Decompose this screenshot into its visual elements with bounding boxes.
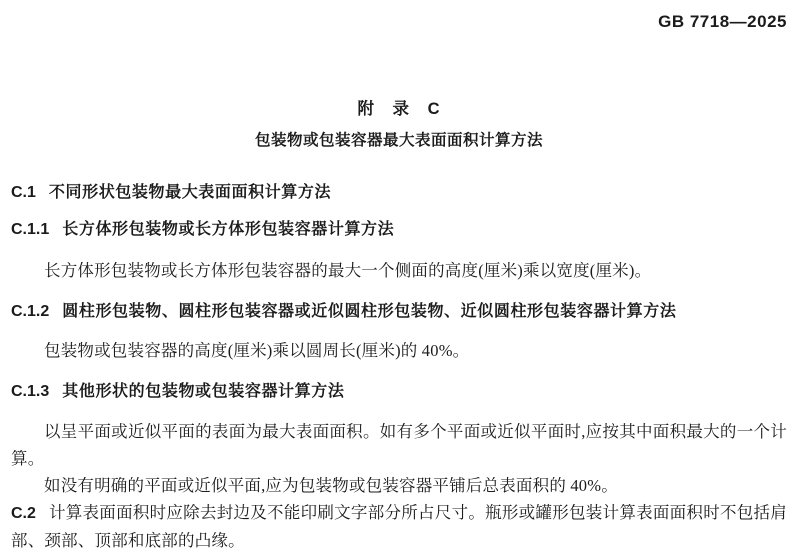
appendix-label: 附 录 C xyxy=(357,100,441,118)
clause-c2-text: 计算表面面积时应除去封边及不能印刷文字部分所占尺寸。瓶形或罐形包装计算表面面积时不包括肩部、颈部、顶部和底部的凸缘。 xyxy=(11,503,787,550)
heading-c1-3-number: C.1.3 xyxy=(11,383,50,400)
heading-c1-2-number: C.1.2 xyxy=(11,303,50,320)
standard-number: GB 7718—2025 xyxy=(658,12,787,31)
heading-c1-2 xyxy=(11,298,787,325)
clause-c2 xyxy=(11,499,787,554)
heading-c1-number: C.1 xyxy=(11,184,36,201)
paragraph-c1-2-body: 包装物或包装容器的高度(厘米)乘以圆周长(厘米)的 40%。 xyxy=(44,341,470,360)
paragraph-c1-1-body: 长方体形包装物或长方体形包装容器的最大一个侧面的高度(厘米)乘以宽度(厘米)。 xyxy=(44,261,652,280)
heading-c1-1-number: C.1.1 xyxy=(11,221,50,238)
heading-c1-1-text: 长方体形包装物或长方体形包装容器计算方法 xyxy=(62,221,395,238)
paragraph-c1-3-body-2: 如没有明确的平面或近似平面,应为包装物或包装容器平铺后总表面积的 40%。 xyxy=(44,476,618,495)
heading-c1-3-text: 其他形状的包装物或包装容器计算方法 xyxy=(62,383,345,400)
appendix-title: 包装物或包装容器最大表面面积计算方法 xyxy=(254,132,543,149)
clause-c2-number: C.2 xyxy=(11,505,36,522)
heading-c1 xyxy=(11,179,787,206)
heading-c1-1 xyxy=(11,216,787,243)
heading-c1-2-text: 圆柱形包装物、圆柱形包装容器或近似圆柱形包装物、近似圆柱形包装容器计算方法 xyxy=(62,303,677,320)
paragraph-c1-3-body-1: 以呈平面或近似平面的表面为最大表面面积。如有多个平面或近似平面时,应按其中面积最大的一个计算。 xyxy=(11,422,787,468)
heading-c1-text: 不同形状包装物最大表面面积计算方法 xyxy=(48,184,332,201)
heading-c1-3 xyxy=(11,378,787,405)
